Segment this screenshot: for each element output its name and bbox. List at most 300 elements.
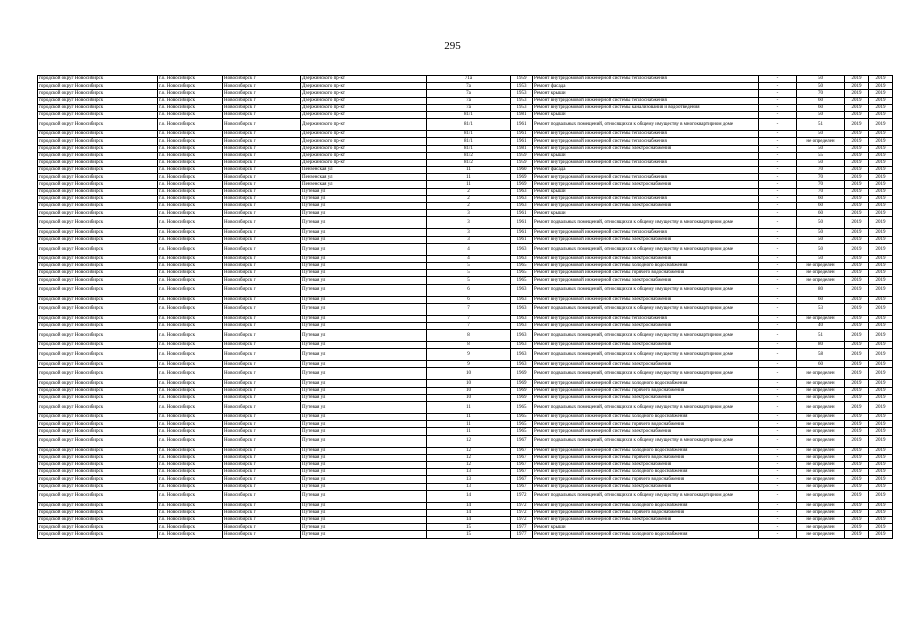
municipality-cell: городской округ Новосибирск — [38, 531, 158, 538]
build-year-cell: 1953 — [511, 97, 533, 104]
street-cell: Путевая ул — [301, 502, 427, 509]
municipality-cell: городской округ Новосибирск — [38, 509, 158, 516]
work-type-cell: Ремонт подвальных помещений, относящихся к общему имуществу в многоквартирном доме — [533, 217, 759, 229]
end-year-cell: 2019 — [869, 461, 893, 468]
municipality-cell: городской округ Новосибирск — [38, 131, 158, 138]
build-year-cell: 1967 — [511, 461, 533, 468]
work-type-cell: Ремонт внутридомовой инженерной системы электроснабжения — [533, 361, 759, 368]
end-year-cell: 2019 — [869, 303, 893, 315]
municipality-cell: городской округ Новосибирск — [38, 188, 158, 195]
municipality-cell: городской округ Новосибирск — [38, 104, 158, 111]
house-number-cell: 71а — [427, 76, 511, 83]
work-type-cell: Ремонт подвальных помещений, относящихся к общему имуществу в многоквартирном доме — [533, 243, 759, 255]
value-cell: 60 — [797, 210, 845, 217]
end-year-cell: 2019 — [869, 174, 893, 181]
dash-cell: - — [759, 195, 797, 202]
value-cell: не определен — [797, 138, 845, 145]
house-number-cell: 6 — [427, 296, 511, 303]
house-number-cell: 5 — [427, 270, 511, 277]
municipality-cell: городской округ Новосибирск — [38, 236, 158, 243]
work-type-cell: Ремонт внутридомовой инженерной системы электроснабжения — [533, 203, 759, 210]
house-number-cell: 9 — [427, 361, 511, 368]
start-year-cell: 2019 — [845, 414, 869, 421]
table-row — [38, 447, 893, 454]
settlement-cell: г.о. Новосибирск — [158, 217, 223, 229]
municipality-cell: городской округ Новосибирск — [38, 229, 158, 236]
dash-cell: - — [759, 203, 797, 210]
settlement-cell: г.о. Новосибирск — [158, 83, 223, 90]
value-cell: 50 — [797, 236, 845, 243]
build-year-cell: 1972 — [511, 517, 533, 524]
work-type-cell: Ремонт внутридомовой инженерной системы электроснабжения — [533, 181, 759, 188]
table-row — [38, 174, 893, 181]
house-number-cell: 12 — [427, 454, 511, 461]
street-cell: Путевая ул — [301, 517, 427, 524]
city-cell: Новосибирск г — [223, 97, 301, 104]
table-row — [38, 188, 893, 195]
settlement-cell: г.о. Новосибирск — [158, 435, 223, 447]
street-cell: Путевая ул — [301, 387, 427, 394]
street-cell: Путевая ул — [301, 469, 427, 476]
street-cell: Путевая ул — [301, 342, 427, 349]
build-year-cell: 1965 — [511, 414, 533, 421]
municipality-cell: городской округ Новосибирск — [38, 277, 158, 284]
house-number-cell: 81/2 — [427, 152, 511, 159]
table-row — [38, 361, 893, 368]
table-row — [38, 181, 893, 188]
street-cell: Путевая ул — [301, 236, 427, 243]
street-cell: Путевая ул — [301, 330, 427, 342]
value-cell: не определен — [797, 435, 845, 447]
settlement-cell: г.о. Новосибирск — [158, 303, 223, 315]
city-cell: Новосибирск г — [223, 509, 301, 516]
house-number-cell: 10 — [427, 394, 511, 401]
build-year-cell: 1977 — [511, 524, 533, 531]
dash-cell: - — [759, 229, 797, 236]
city-cell: Новосибирск г — [223, 428, 301, 435]
dash-cell: - — [759, 210, 797, 217]
value-cell: не определен — [797, 476, 845, 483]
municipality-cell: городской округ Новосибирск — [38, 502, 158, 509]
build-year-cell: 1969 — [511, 368, 533, 380]
house-number-cell: 81/1 — [427, 111, 511, 118]
dash-cell: - — [759, 394, 797, 401]
city-cell: Новосибирск г — [223, 104, 301, 111]
work-type-cell: Ремонт внутридомовой инженерной системы электроснабжения — [533, 255, 759, 262]
work-type-cell: Ремонт внутридомовой инженерной системы теплоснабжения — [533, 131, 759, 138]
house-number-cell: 13 — [427, 476, 511, 483]
build-year-cell: 1969 — [511, 394, 533, 401]
dash-cell: - — [759, 469, 797, 476]
end-year-cell: 2019 — [869, 330, 893, 342]
work-type-cell: Ремонт внутридомовой инженерной системы холодного водоснабжения — [533, 502, 759, 509]
house-number-cell: 81/1 — [427, 131, 511, 138]
city-cell: Новосибирск г — [223, 152, 301, 159]
start-year-cell: 2019 — [845, 270, 869, 277]
table-row — [38, 145, 893, 152]
dash-cell: - — [759, 531, 797, 538]
city-cell: Новосибирск г — [223, 296, 301, 303]
value-cell: не определен — [797, 524, 845, 531]
house-number-cell: 8 — [427, 330, 511, 342]
start-year-cell: 2019 — [845, 181, 869, 188]
settlement-cell: г.о. Новосибирск — [158, 296, 223, 303]
street-cell: Путевая ул — [301, 454, 427, 461]
build-year-cell: 1961 — [511, 119, 533, 131]
end-year-cell: 2019 — [869, 315, 893, 322]
settlement-cell: г.о. Новосибирск — [158, 402, 223, 414]
city-cell: Новосибирск г — [223, 461, 301, 468]
street-cell: Дзержинского пр-кт — [301, 90, 427, 97]
dash-cell: - — [759, 483, 797, 490]
end-year-cell: 2019 — [869, 447, 893, 454]
dash-cell: - — [759, 421, 797, 428]
dash-cell: - — [759, 368, 797, 380]
page-number: 295 — [444, 40, 461, 52]
value-cell: не определен — [797, 447, 845, 454]
settlement-cell: г.о. Новосибирск — [158, 509, 223, 516]
municipality-cell: городской округ Новосибирск — [38, 524, 158, 531]
end-year-cell: 2019 — [869, 217, 893, 229]
settlement-cell: г.о. Новосибирск — [158, 159, 223, 166]
table-row — [38, 138, 893, 145]
start-year-cell: 2019 — [845, 315, 869, 322]
end-year-cell: 2019 — [869, 531, 893, 538]
city-cell: Новосибирск г — [223, 322, 301, 329]
start-year-cell: 2019 — [845, 195, 869, 202]
city-cell: Новосибирск г — [223, 402, 301, 414]
build-year-cell: 1961 — [511, 229, 533, 236]
end-year-cell: 2019 — [869, 131, 893, 138]
end-year-cell: 2019 — [869, 322, 893, 329]
street-cell: Путевая ул — [301, 210, 427, 217]
city-cell: Новосибирск г — [223, 119, 301, 131]
end-year-cell: 2019 — [869, 229, 893, 236]
dash-cell: - — [759, 490, 797, 502]
municipality-cell: городской округ Новосибирск — [38, 270, 158, 277]
city-cell: Новосибирск г — [223, 217, 301, 229]
work-type-cell: Ремонт внутридомовой инженерной системы горячего водоснабжения — [533, 387, 759, 394]
dash-cell: - — [759, 131, 797, 138]
street-cell: Путевая ул — [301, 217, 427, 229]
end-year-cell: 2019 — [869, 483, 893, 490]
build-year-cell: 1969 — [511, 387, 533, 394]
street-cell: Путевая ул — [301, 349, 427, 361]
start-year-cell: 2019 — [845, 243, 869, 255]
table-row — [38, 483, 893, 490]
start-year-cell: 2019 — [845, 111, 869, 118]
house-number-cell: 4 — [427, 255, 511, 262]
work-type-cell: Ремонт внутридомовой инженерной системы электроснабжения — [533, 277, 759, 284]
street-cell: Дзержинского пр-кт — [301, 145, 427, 152]
table-row — [38, 203, 893, 210]
end-year-cell: 2019 — [869, 435, 893, 447]
end-year-cell: 2019 — [869, 262, 893, 269]
city-cell: Новосибирск г — [223, 394, 301, 401]
build-year-cell: 1963 — [511, 243, 533, 255]
table-row — [38, 380, 893, 387]
value-cell: не определен — [797, 277, 845, 284]
table-row — [38, 330, 893, 342]
house-number-cell: 14 — [427, 490, 511, 502]
end-year-cell: 2019 — [869, 524, 893, 531]
municipality-cell: городской округ Новосибирск — [38, 284, 158, 296]
start-year-cell: 2019 — [845, 483, 869, 490]
start-year-cell: 2019 — [845, 531, 869, 538]
work-type-cell: Ремонт внутридомовой инженерной системы электроснабжения — [533, 517, 759, 524]
municipality-cell: городской округ Новосибирск — [38, 428, 158, 435]
work-type-cell: Ремонт внутридомовой инженерной системы горячего водоснабжения — [533, 509, 759, 516]
street-cell: Путевая ул — [301, 270, 427, 277]
city-cell: Новосибирск г — [223, 181, 301, 188]
value-cell: 50 — [797, 229, 845, 236]
table-row — [38, 167, 893, 174]
value-cell: 80 — [797, 342, 845, 349]
dash-cell: - — [759, 349, 797, 361]
build-year-cell: 1965 — [511, 270, 533, 277]
build-year-cell: 1972 — [511, 490, 533, 502]
house-number-cell: 12 — [427, 447, 511, 454]
table-row — [38, 490, 893, 502]
table-row — [38, 270, 893, 277]
table-row — [38, 349, 893, 361]
dash-cell: - — [759, 277, 797, 284]
work-type-cell: Ремонт подвальных помещений, относящихся к общему имуществу в многоквартирном доме — [533, 303, 759, 315]
house-number-cell: 15 — [427, 531, 511, 538]
table-row — [38, 524, 893, 531]
municipality-cell: городской округ Новосибирск — [38, 517, 158, 524]
value-cell: 70 — [797, 181, 845, 188]
street-cell: Путевая ул — [301, 428, 427, 435]
end-year-cell: 2019 — [869, 188, 893, 195]
end-year-cell: 2019 — [869, 255, 893, 262]
house-number-cell: 7а — [427, 90, 511, 97]
build-year-cell: 1972 — [511, 502, 533, 509]
build-year-cell: 1963 — [511, 303, 533, 315]
dash-cell: - — [759, 315, 797, 322]
build-year-cell: 1967 — [511, 454, 533, 461]
work-type-cell: Ремонт внутридомовой инженерной системы холодного водоснабжения — [533, 531, 759, 538]
build-year-cell: 1963 — [511, 203, 533, 210]
house-number-cell: 7а — [427, 97, 511, 104]
city-cell: Новосибирск г — [223, 138, 301, 145]
street-cell: Путевая ул — [301, 509, 427, 516]
settlement-cell: г.о. Новосибирск — [158, 517, 223, 524]
end-year-cell: 2019 — [869, 421, 893, 428]
end-year-cell: 2019 — [869, 402, 893, 414]
table-row — [38, 152, 893, 159]
city-cell: Новосибирск г — [223, 83, 301, 90]
work-type-cell: Ремонт фасада — [533, 167, 759, 174]
city-cell: Новосибирск г — [223, 203, 301, 210]
end-year-cell: 2019 — [869, 284, 893, 296]
table-row — [38, 119, 893, 131]
house-number-cell: 10 — [427, 368, 511, 380]
value-cell: не определен — [797, 509, 845, 516]
settlement-cell: г.о. Новосибирск — [158, 270, 223, 277]
street-cell: Путевая ул — [301, 490, 427, 502]
settlement-cell: г.о. Новосибирск — [158, 428, 223, 435]
street-cell: Путевая ул — [301, 296, 427, 303]
build-year-cell: 1972 — [511, 509, 533, 516]
city-cell: Новосибирск г — [223, 476, 301, 483]
value-cell: 80 — [797, 284, 845, 296]
value-cell: не определен — [797, 483, 845, 490]
city-cell: Новосибирск г — [223, 270, 301, 277]
settlement-cell: г.о. Новосибирск — [158, 454, 223, 461]
city-cell: Новосибирск г — [223, 284, 301, 296]
build-year-cell: 1963 — [511, 284, 533, 296]
city-cell: Новосибирск г — [223, 243, 301, 255]
start-year-cell: 2019 — [845, 277, 869, 284]
house-number-cell: 10 — [427, 387, 511, 394]
municipality-cell: городской округ Новосибирск — [38, 159, 158, 166]
settlement-cell: г.о. Новосибирск — [158, 174, 223, 181]
settlement-cell: г.о. Новосибирск — [158, 476, 223, 483]
build-year-cell: 1981 — [511, 145, 533, 152]
value-cell: не определен — [797, 394, 845, 401]
work-type-cell: Ремонт крыши — [533, 90, 759, 97]
start-year-cell: 2019 — [845, 476, 869, 483]
table-row — [38, 387, 893, 394]
start-year-cell: 2019 — [845, 229, 869, 236]
build-year-cell: 1963 — [511, 361, 533, 368]
start-year-cell: 2019 — [845, 368, 869, 380]
value-cell: не определен — [797, 490, 845, 502]
work-type-cell: Ремонт крыши — [533, 152, 759, 159]
dash-cell: - — [759, 145, 797, 152]
house-number-cell: 6 — [427, 284, 511, 296]
settlement-cell: г.о. Новосибирск — [158, 255, 223, 262]
work-type-cell: Ремонт внутридомовой инженерной системы теплоснабжения — [533, 159, 759, 166]
work-type-cell: Ремонт крыши — [533, 188, 759, 195]
dash-cell: - — [759, 262, 797, 269]
start-year-cell: 2019 — [845, 330, 869, 342]
table-row — [38, 111, 893, 118]
street-cell: Путевая ул — [301, 361, 427, 368]
house-number-cell: 13 — [427, 483, 511, 490]
house-number-cell: 14 — [427, 517, 511, 524]
table-row — [38, 303, 893, 315]
city-cell: Новосибирск г — [223, 387, 301, 394]
dash-cell: - — [759, 428, 797, 435]
municipality-cell: городской округ Новосибирск — [38, 296, 158, 303]
dash-cell: - — [759, 83, 797, 90]
table-row — [38, 284, 893, 296]
table-row — [38, 394, 893, 401]
municipality-cell: городской округ Новосибирск — [38, 152, 158, 159]
work-type-cell: Ремонт внутридомовой инженерной системы холодного водоснабжения — [533, 380, 759, 387]
city-cell: Новосибирск г — [223, 111, 301, 118]
start-year-cell: 2019 — [845, 402, 869, 414]
settlement-cell: г.о. Новосибирск — [158, 330, 223, 342]
table-row — [38, 97, 893, 104]
start-year-cell: 2019 — [845, 104, 869, 111]
house-number-cell: 12 — [427, 435, 511, 447]
value-cell: 40 — [797, 322, 845, 329]
city-cell: Новосибирск г — [223, 361, 301, 368]
city-cell: Новосибирск г — [223, 368, 301, 380]
end-year-cell: 2019 — [869, 138, 893, 145]
street-cell: Путевая ул — [301, 284, 427, 296]
start-year-cell: 2019 — [845, 524, 869, 531]
city-cell: Новосибирск г — [223, 167, 301, 174]
settlement-cell: г.о. Новосибирск — [158, 104, 223, 111]
start-year-cell: 2019 — [845, 210, 869, 217]
city-cell: Новосибирск г — [223, 469, 301, 476]
house-number-cell: 3 — [427, 236, 511, 243]
street-cell: Пензенская ул — [301, 174, 427, 181]
table-row — [38, 454, 893, 461]
end-year-cell: 2019 — [869, 111, 893, 118]
build-year-cell: 1965 — [511, 428, 533, 435]
street-cell: Дзержинского пр-кт — [301, 104, 427, 111]
street-cell: Пензенская ул — [301, 181, 427, 188]
street-cell: Путевая ул — [301, 524, 427, 531]
value-cell: 60 — [797, 104, 845, 111]
dash-cell: - — [759, 303, 797, 315]
start-year-cell: 2019 — [845, 322, 869, 329]
start-year-cell: 2019 — [845, 145, 869, 152]
municipality-cell: городской округ Новосибирск — [38, 262, 158, 269]
dash-cell: - — [759, 111, 797, 118]
settlement-cell: г.о. Новосибирск — [158, 97, 223, 104]
end-year-cell: 2019 — [869, 342, 893, 349]
dash-cell: - — [759, 217, 797, 229]
street-cell: Путевая ул — [301, 203, 427, 210]
street-cell: Путевая ул — [301, 315, 427, 322]
work-type-cell: Ремонт внутридомовой инженерной системы холодного водоснабжения — [533, 262, 759, 269]
end-year-cell: 2019 — [869, 277, 893, 284]
start-year-cell: 2019 — [845, 203, 869, 210]
settlement-cell: г.о. Новосибирск — [158, 243, 223, 255]
dash-cell: - — [759, 174, 797, 181]
dash-cell: - — [759, 517, 797, 524]
city-cell: Новосибирск г — [223, 90, 301, 97]
end-year-cell: 2019 — [869, 490, 893, 502]
dash-cell: - — [759, 454, 797, 461]
dash-cell: - — [759, 181, 797, 188]
house-number-cell: 81/1 — [427, 119, 511, 131]
house-number-cell: 7 — [427, 303, 511, 315]
build-year-cell: 1965 — [511, 277, 533, 284]
municipality-cell: городской округ Новосибирск — [38, 243, 158, 255]
table-row — [38, 236, 893, 243]
work-type-cell: Ремонт внутридомовой инженерной системы горячего водоснабжения — [533, 476, 759, 483]
street-cell: Дзержинского пр-кт — [301, 159, 427, 166]
table-body — [38, 76, 893, 539]
city-cell: Новосибирск г — [223, 188, 301, 195]
house-number-cell: 9 — [427, 349, 511, 361]
table-row — [38, 217, 893, 229]
value-cell: не определен — [797, 517, 845, 524]
build-year-cell: 1969 — [511, 174, 533, 181]
city-cell: Новосибирск г — [223, 262, 301, 269]
work-type-cell: Ремонт внутридомовой инженерной системы теплоснабжения — [533, 229, 759, 236]
table-row — [38, 531, 893, 538]
table-row — [38, 131, 893, 138]
start-year-cell: 2019 — [845, 502, 869, 509]
municipality-cell: городской округ Новосибирск — [38, 90, 158, 97]
work-type-cell: Ремонт внутридомовой инженерной системы электроснабжения — [533, 296, 759, 303]
street-cell: Путевая ул — [301, 303, 427, 315]
work-type-cell: Ремонт внутридомовой инженерной системы теплоснабжения — [533, 174, 759, 181]
city-cell: Новосибирск г — [223, 76, 301, 83]
settlement-cell: г.о. Новосибирск — [158, 167, 223, 174]
dash-cell: - — [759, 188, 797, 195]
work-type-cell: Ремонт внутридомовой инженерной системы теплоснабжения — [533, 138, 759, 145]
build-year-cell: 1969 — [511, 181, 533, 188]
